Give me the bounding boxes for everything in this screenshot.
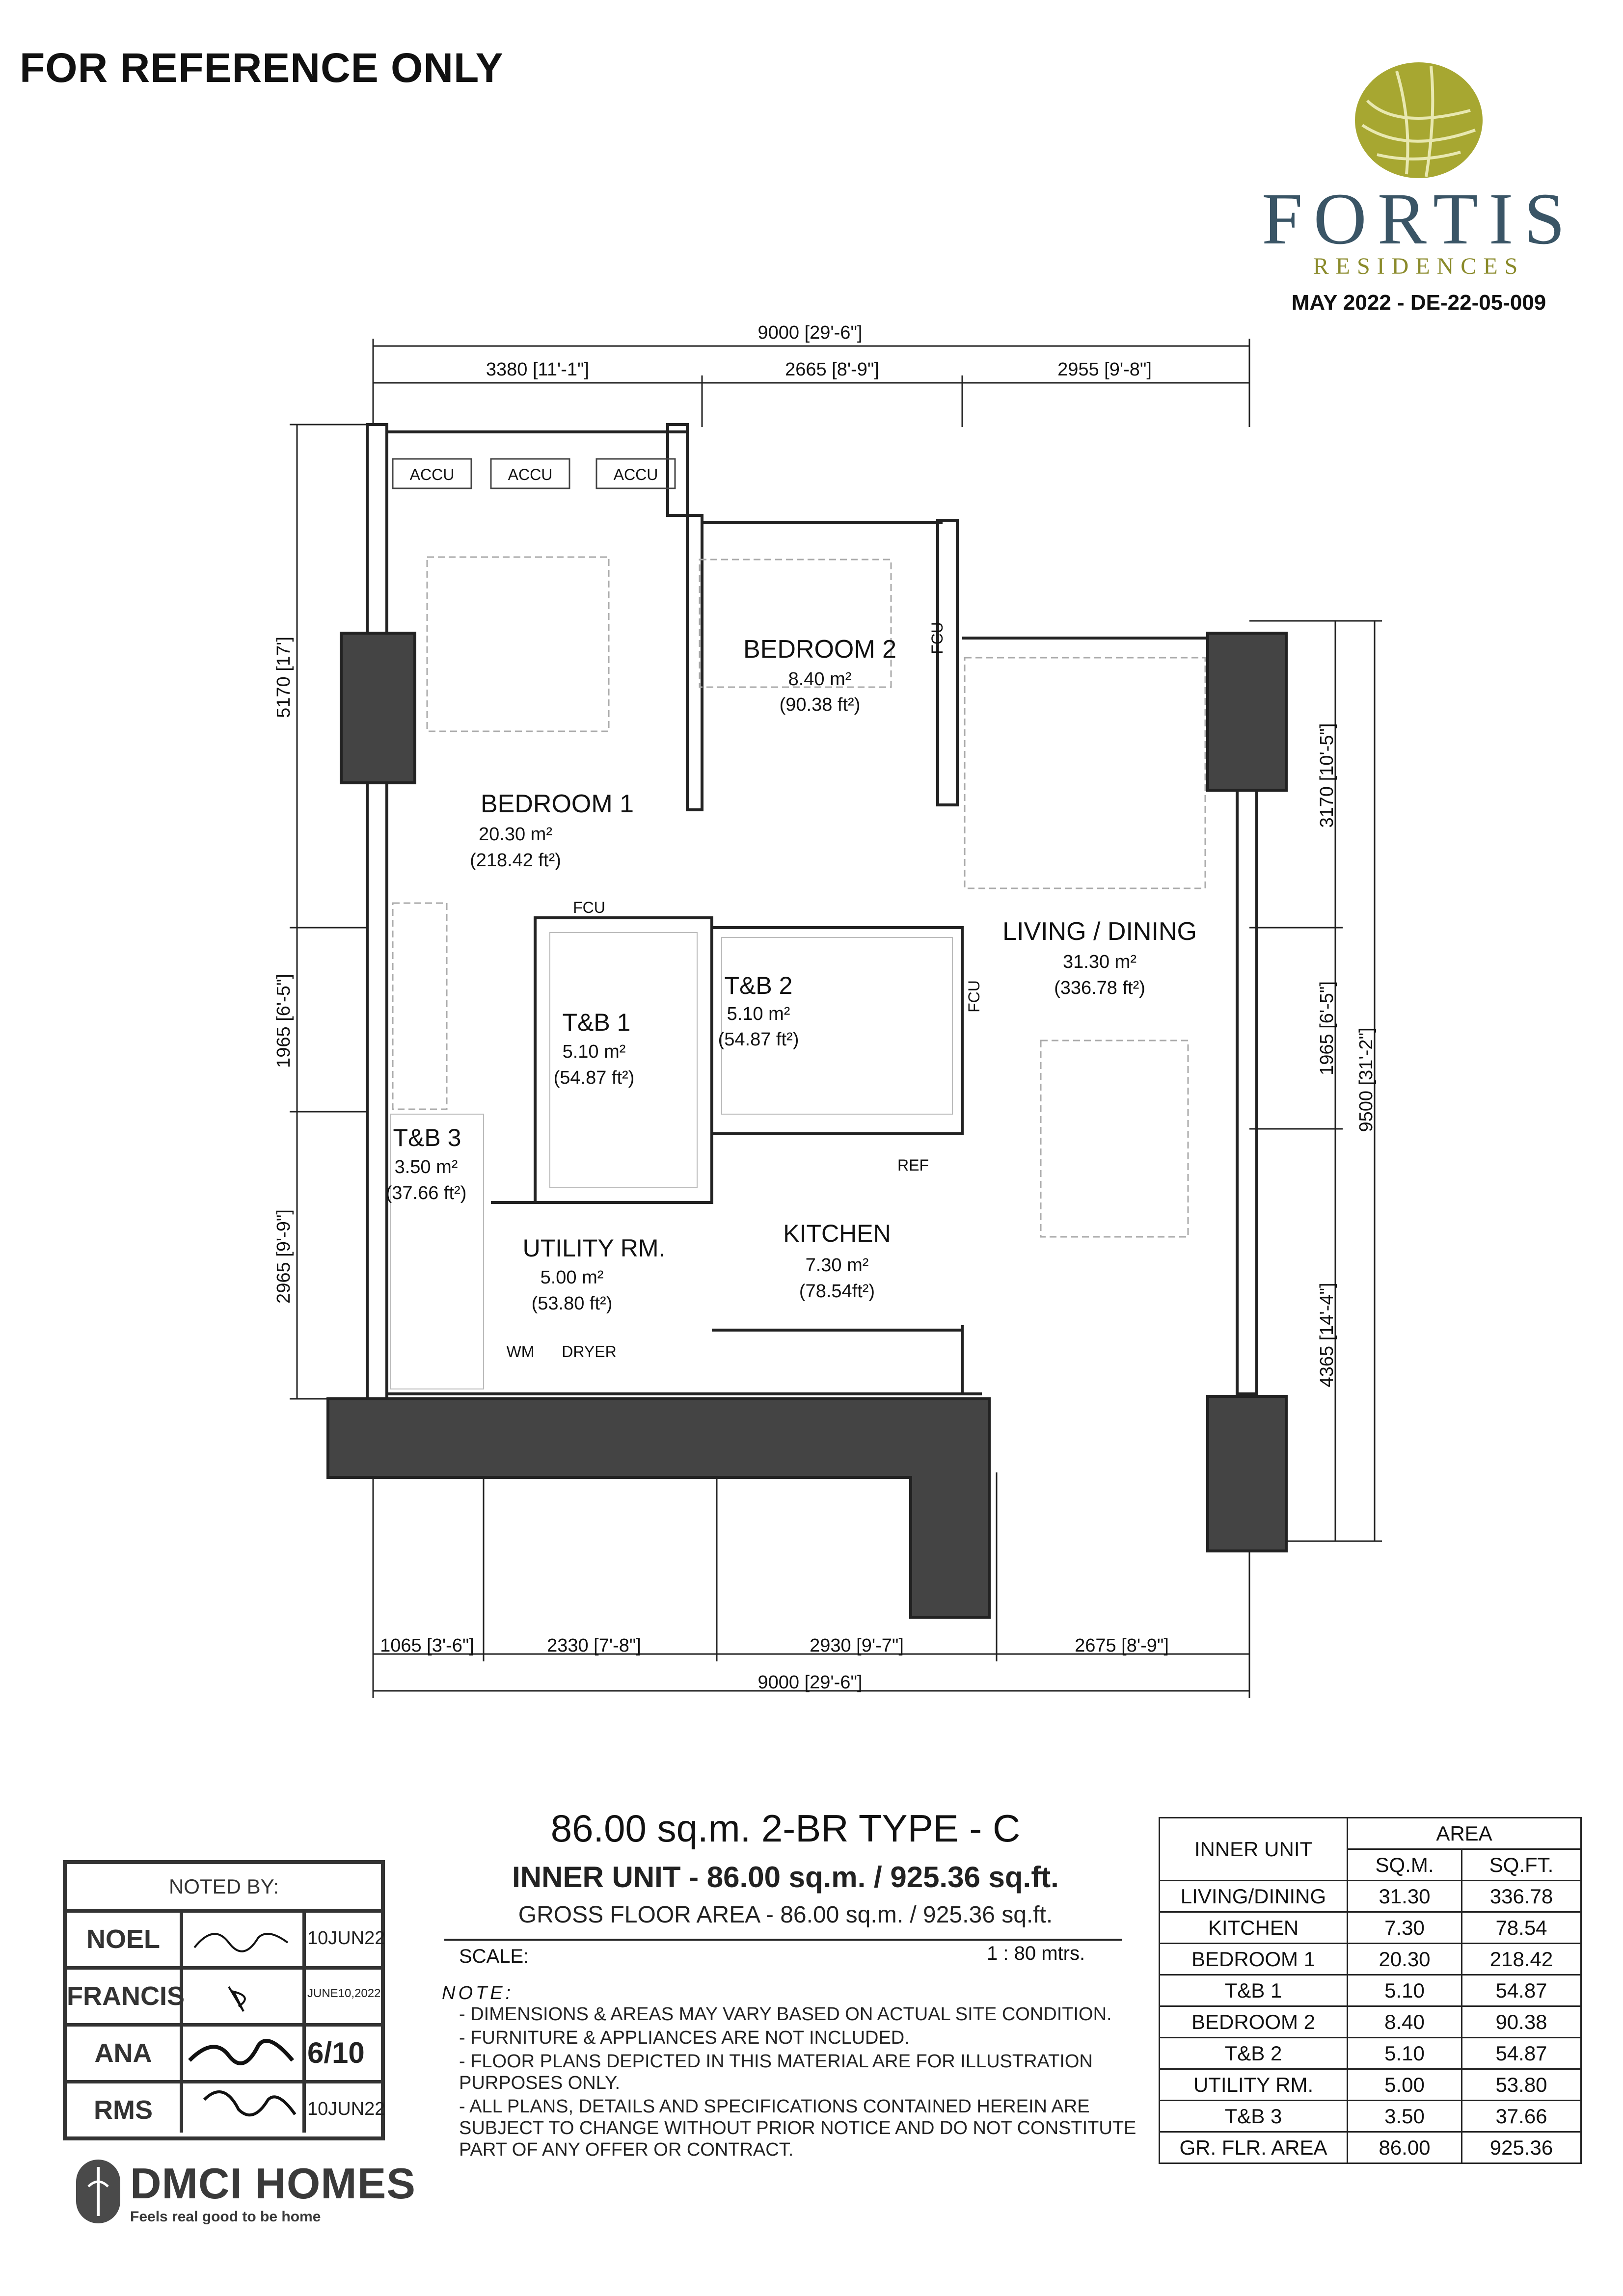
noted-name: FRANCIS: [67, 1981, 185, 2011]
table-row: [1160, 1944, 1581, 1975]
row-sqm: 86.00: [1348, 2132, 1462, 2163]
room-sqft-utility: (53.80 ft²): [531, 1293, 613, 1314]
fcu-label-bedroom1: FCU: [573, 899, 605, 916]
room-name-bedroom1: BEDROOM 1: [480, 790, 634, 818]
row-sqm: 5.10: [1348, 2038, 1462, 2069]
room-name-kitchen: KITCHEN: [783, 1220, 891, 1247]
dim-bottom-4: 2675 [8'-9"]: [1075, 1635, 1169, 1656]
ref-label: REF: [897, 1156, 929, 1174]
dim-bottom-1: 1065 [3'-6"]: [380, 1635, 474, 1656]
row-sqft: 218.42: [1462, 1944, 1581, 1975]
room-sqm-tb3: 3.50 m²: [394, 1157, 458, 1177]
row-sqm: 5.10: [1348, 1975, 1462, 2006]
noted-name: NOEL: [86, 1924, 160, 1954]
document-code: MAY 2022 - DE-22-05-009: [1291, 291, 1546, 315]
room-name-tb2: T&B 2: [724, 972, 793, 999]
accu-label-3: ACCU: [613, 466, 658, 483]
dim-bottom-2: 2330 [7'-8"]: [547, 1635, 641, 1656]
area-table: [1159, 1817, 1582, 2164]
accu-label-1: ACCU: [409, 466, 455, 483]
scale-value: 1 : 80 mtrs.: [987, 1943, 1085, 1964]
room-sqft-tb2: (54.87 ft²): [718, 1029, 799, 1050]
divider: [444, 1939, 1122, 1941]
reference-only-label: FOR REFERENCE ONLY: [20, 45, 504, 91]
fcu-label-living: FCU: [965, 980, 983, 1013]
row-sqm: 31.30: [1348, 1881, 1462, 1912]
row-name: UTILITY RM.: [1160, 2069, 1348, 2101]
dim-right-1: 3170 [10'-5"]: [1317, 723, 1337, 828]
room-sqft-bedroom2: (90.38 ft²): [779, 694, 861, 715]
room-sqm-living: 31.30 m²: [1063, 952, 1136, 972]
dmci-tagline: Feels real good to be home: [130, 2209, 321, 2225]
dim-left-2: 1965 [6'-5"]: [273, 974, 294, 1068]
wm-label: WM: [506, 1343, 535, 1361]
fortis-brand-word: FORTIS: [1262, 178, 1576, 260]
room-sqft-living: (336.78 ft²): [1054, 978, 1145, 998]
room-name-tb1: T&B 1: [562, 1009, 631, 1036]
unit-type-title: 86.00 sq.m. 2-BR TYPE - C: [550, 1807, 1021, 1850]
row-name: T&B 1: [1160, 1975, 1348, 2006]
notes-list: [459, 2003, 1146, 2163]
table-row: [1160, 1912, 1581, 1944]
note-item: - FLOOR PLANS DEPICTED IN THIS MATERIAL ARE FOR ILLUSTRATION PURPOSES ONLY.: [459, 2051, 1093, 2093]
room-name-tb3: T&B 3: [393, 1124, 461, 1151]
note-label: NOTE:: [442, 1983, 514, 2003]
row-name: BEDROOM 2: [1160, 2006, 1348, 2038]
row-sqft: 336.78: [1462, 1881, 1581, 1912]
inner-unit-area: INNER UNIT - 86.00 sq.m. / 925.36 sq.ft.: [512, 1861, 1059, 1894]
residences-brand-word: RESIDENCES: [1313, 253, 1525, 279]
noted-name: RMS: [94, 2095, 153, 2125]
table-row: [1160, 2069, 1581, 2101]
noted-by-label: NOTED BY:: [168, 1875, 279, 1898]
room-sqft-kitchen: (78.54ft²): [799, 1281, 875, 1302]
room-sqft-tb1: (54.87 ft²): [553, 1068, 635, 1088]
note-item: - FURNITURE & APPLIANCES ARE NOT INCLUDED.: [459, 2028, 910, 2048]
row-sqm: 8.40: [1348, 2006, 1462, 2038]
row-name: T&B 3: [1160, 2101, 1348, 2132]
noted-date: 10JUN22: [307, 2099, 385, 2119]
table-row: [1160, 1881, 1581, 1912]
dmci-homes-logo-text: DMCI HOMES: [130, 2159, 416, 2208]
room-name-bedroom2: BEDROOM 2: [743, 635, 897, 664]
fcu-label-bedroom2: FCU: [928, 622, 946, 654]
dim-top-1: 3380 [11'-1"]: [486, 359, 590, 380]
table-row: [1160, 2101, 1581, 2132]
gross-floor-area: GROSS FLOOR AREA - 86.00 sq.m. / 925.36 sq.ft.: [518, 1902, 1053, 1928]
row-name: LIVING/DINING: [1160, 1881, 1348, 1912]
note-item: - ALL PLANS, DETAILS AND SPECIFICATIONS CONTAINED HEREIN ARE SUBJECT TO CHANGE WITHOUT PRIOR NOTICE AND DO NOT CONSTITUTE PART OF ANY OFFER OR CONTRACT.: [459, 2096, 1136, 2160]
room-sqm-bedroom1: 20.30 m²: [479, 824, 552, 845]
row-sqm: 3.50: [1348, 2101, 1462, 2132]
accu-label-2: ACCU: [508, 466, 553, 483]
dim-right-total: 9500 [31'-2"]: [1356, 1027, 1377, 1132]
area-table-header-area: AREA: [1348, 1818, 1581, 1849]
dim-bottom-3: 2930 [9'-7"]: [810, 1635, 904, 1656]
noted-by-stamp: [63, 1860, 385, 2140]
row-sqft: 54.87: [1462, 1975, 1581, 2006]
noted-date: JUNE10,2022: [307, 1987, 381, 2000]
dmci-logo-icon: [74, 2157, 123, 2226]
dim-bottom-total: 9000 [29'-6"]: [757, 1672, 863, 1693]
room-name-utility: UTILITY RM.: [522, 1234, 666, 1262]
dim-top-total: 9000 [29'-6"]: [757, 322, 863, 343]
dryer-label: DRYER: [562, 1343, 617, 1361]
scale-label: SCALE:: [459, 1946, 529, 1967]
dim-left-3: 2965 [9'-9"]: [273, 1209, 294, 1304]
noted-date: 6/10: [307, 2036, 365, 2069]
row-sqft: 925.36: [1462, 2132, 1581, 2163]
table-row: [1160, 2038, 1581, 2069]
noted-name: ANA: [94, 2038, 152, 2068]
signature-marks: [185, 1913, 300, 2129]
note-item: - DIMENSIONS & AREAS MAY VARY BASED ON ACTUAL SITE CONDITION.: [459, 2004, 1112, 2025]
row-sqft: 78.54: [1462, 1912, 1581, 1944]
table-row: [1160, 2132, 1581, 2163]
area-table-header-inner: INNER UNIT: [1160, 1818, 1348, 1881]
row-sqm: 5.00: [1348, 2069, 1462, 2101]
noted-date: 10JUN22: [307, 1928, 385, 1949]
room-sqm-tb1: 5.10 m²: [562, 1041, 626, 1062]
table-row: [1160, 2006, 1581, 2038]
room-sqm-kitchen: 7.30 m²: [805, 1255, 869, 1276]
row-sqft: 90.38: [1462, 2006, 1581, 2038]
dim-right-2: 1965 [6'-5"]: [1317, 981, 1337, 1075]
row-sqft: 54.87: [1462, 2038, 1581, 2069]
area-table-header-sqft: SQ.FT.: [1462, 1849, 1581, 1881]
row-name: T&B 2: [1160, 2038, 1348, 2069]
dim-left-1: 5170 [17']: [273, 637, 294, 718]
row-name: KITCHEN: [1160, 1912, 1348, 1944]
dim-top-3: 2955 [9'-8"]: [1057, 359, 1152, 380]
row-sqm: 20.30: [1348, 1944, 1462, 1975]
room-sqft-bedroom1: (218.42 ft²): [470, 850, 561, 871]
room-sqm-bedroom2: 8.40 m²: [788, 669, 852, 690]
room-name-living: LIVING / DINING: [1002, 917, 1197, 946]
room-sqm-tb2: 5.10 m²: [727, 1004, 790, 1024]
row-name: BEDROOM 1: [1160, 1944, 1348, 1975]
table-row: [1160, 1975, 1581, 2006]
room-sqft-tb3: (37.66 ft²): [385, 1183, 467, 1203]
row-sqft: 37.66: [1462, 2101, 1581, 2132]
dim-right-3: 4365 [14'-4"]: [1317, 1282, 1337, 1388]
row-name: GR. FLR. AREA: [1160, 2132, 1348, 2163]
area-table-header-sqm: SQ.M.: [1348, 1849, 1462, 1881]
dim-top-2: 2665 [8'-9"]: [785, 359, 879, 380]
row-sqft: 53.80: [1462, 2069, 1581, 2101]
row-sqm: 7.30: [1348, 1912, 1462, 1944]
room-sqm-utility: 5.00 m²: [540, 1267, 604, 1288]
